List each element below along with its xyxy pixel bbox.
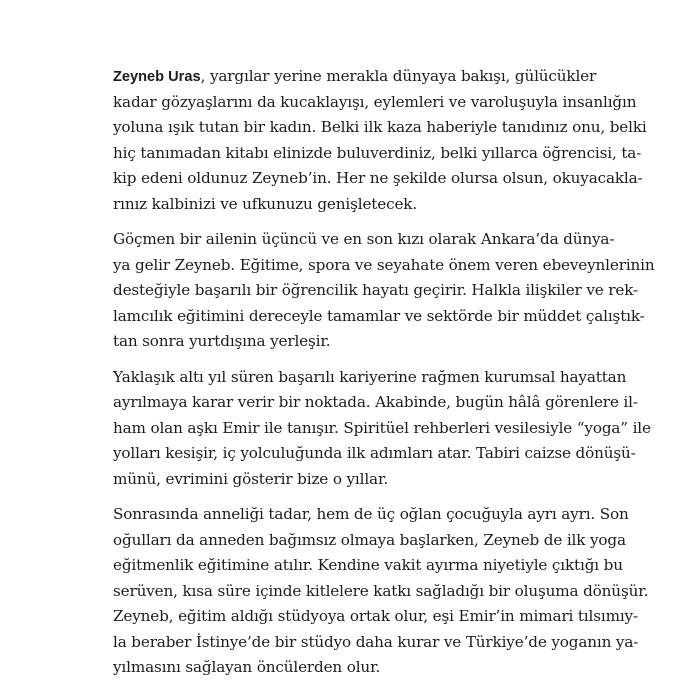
text-line: eğitmenlik eğitimine atılır. Kendine vakit ayırma niyetiyle çıktığı bu bbox=[113, 556, 623, 574]
text-line: Sonrasında anneliği tadar, hem de üç oğlan çocuğuyla ayrı ayrı. Son bbox=[113, 505, 629, 523]
paragraph-3 bbox=[113, 365, 651, 493]
text-line: Göçmen bir ailenin üçüncü ve en son kızı olarak Ankara’da dünya- bbox=[113, 230, 615, 248]
text-line: yılmasını sağlayan öncülerden olur. bbox=[113, 658, 381, 676]
text-line: ham olan aşkı Emir ile tanışır. Spiritüel rehberleri vesilesiyle “yoga” ile bbox=[113, 418, 651, 437]
text-line: Zeyneb, eğitim aldığı stüdyoya ortak olur, eşi Emir’in mimari tılsımıy- bbox=[113, 607, 638, 625]
text-line: yolları kesişir, iç yolculuğunda ilk adımları atar. Tabiri caizse dönüşü- bbox=[113, 444, 636, 462]
text-line: ya gelir Zeyneb. Eğitime, spora ve seyahate önem veren ebeveynlerinin bbox=[113, 255, 655, 274]
author-name: Zeyneb Uras bbox=[113, 69, 201, 85]
text-line: lamcılık eğitimini dereceyle tamamlar ve sektörde bir müddet çalıştık- bbox=[113, 306, 645, 325]
text-line: Yaklaşık altı yıl süren başarılı kariyerine rağmen kurumsal hayattan bbox=[113, 367, 627, 386]
text-line: desteğiyle başarılı bir öğrencilik hayatı geçirir. Halkla ilişkiler ve rek- bbox=[113, 281, 638, 299]
text-line: serüven, kısa süre içinde kitlelere katkı sağladığı bir oluşuma dönüşür. bbox=[113, 581, 649, 600]
text-line: yoluna ışık tutan bir kadın. Belki ilk kaza haberiyle tanıdınız onu, belki bbox=[113, 118, 647, 136]
text-line: kadar gözyaşlarını da kucaklayışı, eylemleri ve varoluşuyla insanlığın bbox=[113, 92, 637, 111]
text-line: münü, evrimini gösterir bize o yıllar. bbox=[113, 469, 389, 488]
paragraph-1 bbox=[113, 64, 647, 217]
text-line: hiç tanımadan kitabı elinizde buluverdiniz, belki yıllarca öğrencisi, ta- bbox=[113, 143, 642, 162]
text-line: Zeyneb Uras, yargılar yerine merakla dünyaya bakışı, gülücükler bbox=[113, 67, 597, 85]
text-line: tan sonra yurtdışına yerleşir. bbox=[113, 332, 331, 350]
paragraph-4 bbox=[113, 502, 649, 681]
text-line: kip edeni oldunuz Zeyneb’in. Her ne şekilde olursa olsun, okuyacakla- bbox=[113, 169, 643, 187]
text-line: ayrılmaya karar verir bir noktada. Akabinde, bugün hâlâ görenlere il- bbox=[113, 393, 638, 411]
paragraph-2 bbox=[113, 227, 655, 355]
text-line: oğulları da anneden bağımsız olmaya başlarken, Zeyneb de ilk yoga bbox=[113, 530, 626, 549]
body-text bbox=[113, 64, 655, 681]
text-line: rınız kalbinizi ve ufkunuzu genişletecek. bbox=[113, 194, 418, 213]
text-line: la beraber İstinye’de bir stüdyo daha kurar ve Türkiye’de yoganın ya- bbox=[113, 632, 639, 651]
